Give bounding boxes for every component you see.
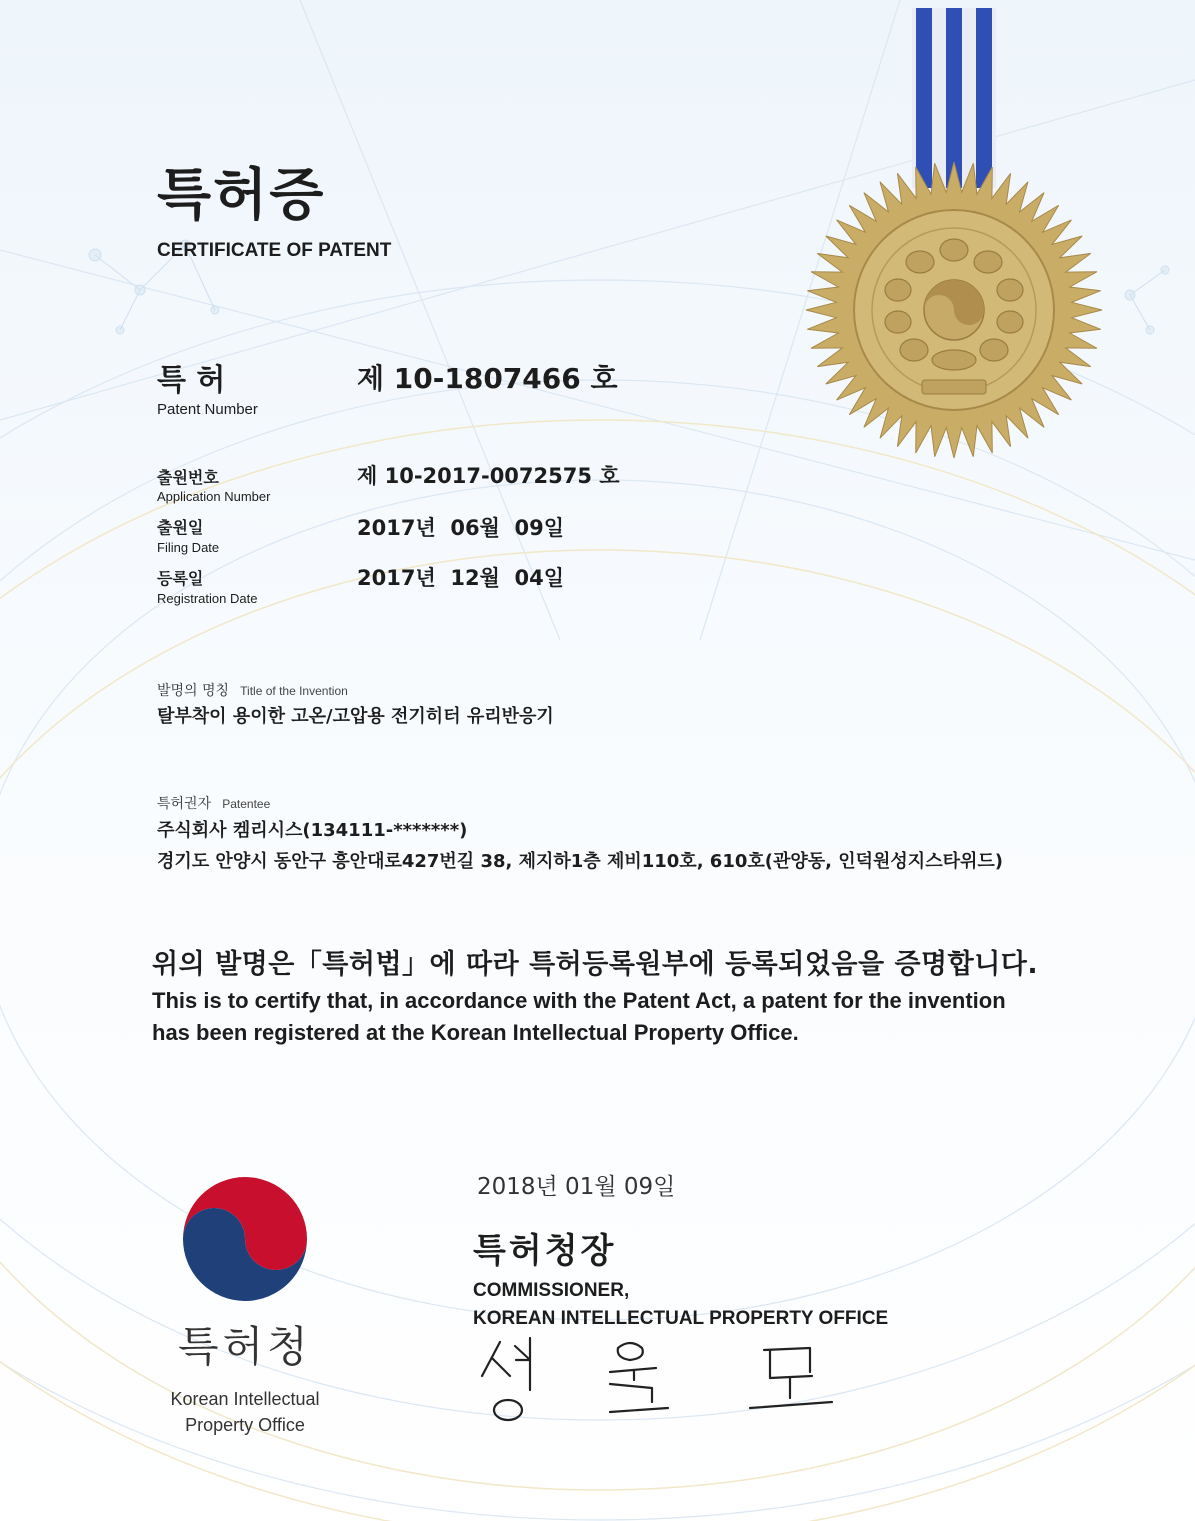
certification-statement-korean: 위의 발명은「특허법」에 따라 특허등록원부에 등록되었음을 증명합니다. <box>152 949 1039 980</box>
commissioner-title-english-line1: COMMISSIONER, <box>473 1280 630 1301</box>
application-number-label-english: Application Number <box>157 489 271 504</box>
commissioner-title-korean: 특허청장 <box>473 1231 617 1271</box>
gold-seal <box>804 160 1104 460</box>
office-name-english-line1: Korean Intellectual <box>170 1389 320 1409</box>
invention-label-english: Title of the Invention <box>240 684 348 698</box>
office-name-english-line2: Property Office <box>185 1415 305 1435</box>
filing-date-value: 2017년 06월 09일 <box>357 516 564 540</box>
patentee-address: 경기도 안양시 동안구 흥안대로427번길 38, 제지하1층 제비110호, 610호(관양동, 인덕원성지스타위드) <box>157 851 1003 872</box>
patent-number-value: 제 10-1807466 호 <box>357 362 618 395</box>
patentee-label-english: Patentee <box>222 797 271 811</box>
patent-number-label-korean: 특 허 <box>157 363 226 398</box>
filing-date-label-korean: 출원일 <box>157 518 204 537</box>
certification-statement-english-line1: This is to certify that, in accordance with the Patent Act, a patent for the invention <box>152 988 1006 1013</box>
application-number-value: 제 10-2017-0072575 호 <box>357 464 620 488</box>
certificate-title-english: CERTIFICATE OF PATENT <box>157 240 392 261</box>
patentee-name: 주식회사 켐리시스(134111-*******) <box>157 820 468 841</box>
invention-label-korean: 발명의 명칭 <box>157 683 230 699</box>
issue-date: 2018년 01월 09일 <box>477 1174 676 1200</box>
taegeuk-logo-icon <box>178 1172 312 1306</box>
commissioner-signature <box>460 1328 850 1428</box>
patentee-label-korean: 특허권자 <box>157 796 212 812</box>
filing-date-label-english: Filing Date <box>157 540 220 555</box>
certificate-title-korean: 특허증 <box>157 163 326 228</box>
registration-date-label-english: Registration Date <box>157 591 258 606</box>
registration-date-label-korean: 등록일 <box>157 569 204 588</box>
invention-label <box>157 680 348 699</box>
certification-statement-english-line2: has been registered at the Korean Intellectual Property Office. <box>152 1020 799 1045</box>
invention-title: 탈부착이 용이한 고온/고압용 전기히터 유리반응기 <box>157 706 554 727</box>
registration-date-value: 2017년 12월 04일 <box>357 566 564 590</box>
patent-number-label-english: Patent Number <box>157 401 258 418</box>
commissioner-title-english-line2: KOREAN INTELLECTUAL PROPERTY OFFICE <box>473 1308 889 1329</box>
patentee-label <box>157 793 270 812</box>
application-number-label-korean: 출원번호 <box>157 468 219 487</box>
office-name-korean: 특허청 <box>178 1322 312 1371</box>
